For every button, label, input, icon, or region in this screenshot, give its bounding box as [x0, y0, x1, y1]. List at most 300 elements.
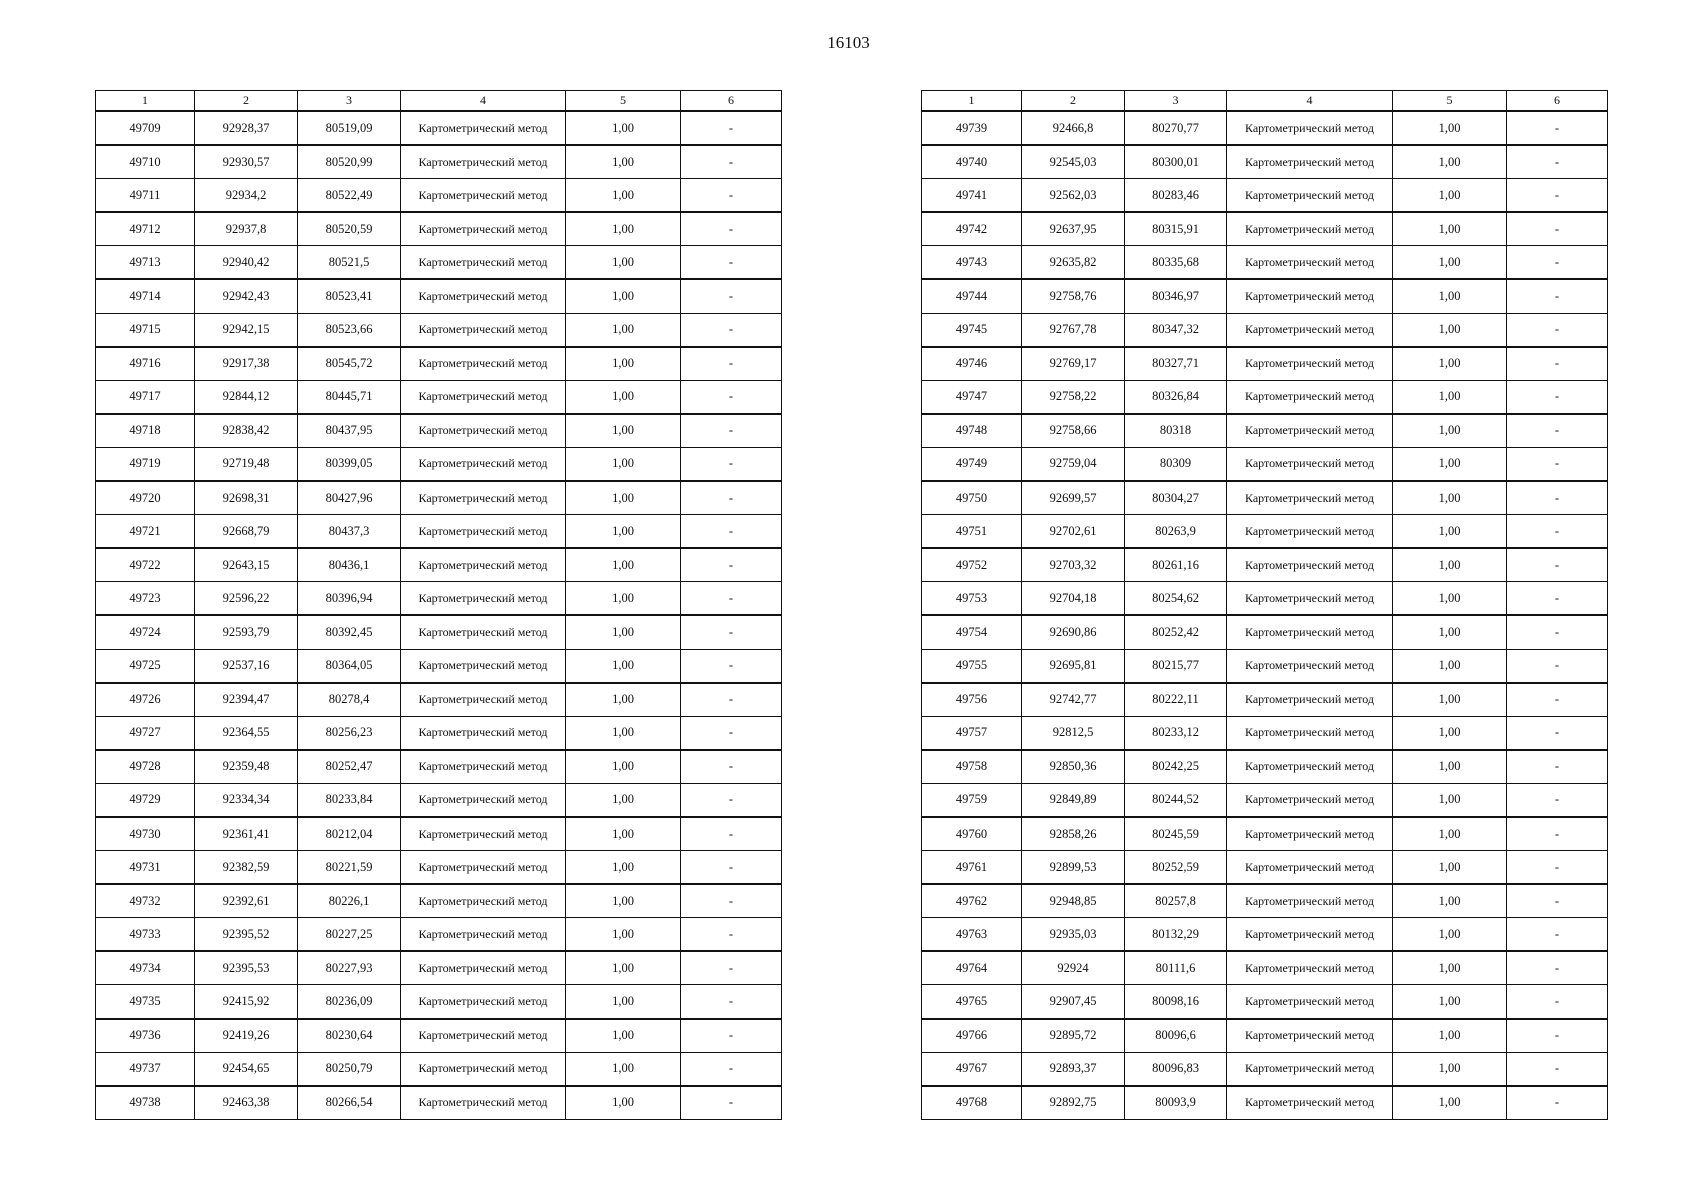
method-cell: Картометрический метод: [401, 1086, 566, 1120]
description-cell: -: [1507, 817, 1608, 851]
y-coordinate-cell: 80098,16: [1125, 985, 1227, 1019]
description-cell: -: [681, 414, 782, 448]
x-coordinate-cell: 92895,72: [1022, 1019, 1125, 1053]
point-number-cell: 49715: [96, 313, 195, 347]
y-coordinate-cell: 80523,66: [298, 313, 401, 347]
table-row: [922, 179, 1608, 213]
method-cell: Картометрический метод: [401, 683, 566, 717]
y-coordinate-cell: 80521,5: [298, 246, 401, 280]
table-row: [96, 380, 782, 414]
description-cell: -: [681, 447, 782, 481]
accuracy-cell: 1,00: [1393, 783, 1507, 817]
column-header-3: 3: [298, 91, 401, 112]
y-coordinate-cell: 80309: [1125, 447, 1227, 481]
column-header-2: 2: [1022, 91, 1125, 112]
method-cell: Картометрический метод: [401, 111, 566, 145]
description-cell: -: [681, 380, 782, 414]
x-coordinate-cell: 92930,57: [195, 145, 298, 179]
table-row: [96, 851, 782, 885]
accuracy-cell: 1,00: [1393, 548, 1507, 582]
table-row: [922, 716, 1608, 750]
point-number-cell: 49750: [922, 481, 1022, 515]
description-cell: -: [681, 347, 782, 381]
description-cell: -: [1507, 481, 1608, 515]
description-cell: -: [681, 985, 782, 1019]
description-cell: -: [681, 951, 782, 985]
accuracy-cell: 1,00: [1393, 817, 1507, 851]
x-coordinate-cell: 92596,22: [195, 582, 298, 616]
table-row: [96, 750, 782, 784]
description-cell: -: [1507, 179, 1608, 213]
coordinates-table-right: [921, 90, 1608, 1120]
x-coordinate-cell: 92928,37: [195, 111, 298, 145]
table-row: [922, 951, 1608, 985]
y-coordinate-cell: 80445,71: [298, 380, 401, 414]
method-cell: Картометрический метод: [401, 447, 566, 481]
x-coordinate-cell: 92699,57: [1022, 481, 1125, 515]
method-cell: Картометрический метод: [1227, 548, 1393, 582]
x-coordinate-cell: 92948,85: [1022, 884, 1125, 918]
accuracy-cell: 1,00: [566, 918, 681, 952]
accuracy-cell: 1,00: [1393, 481, 1507, 515]
description-cell: -: [1507, 313, 1608, 347]
description-cell: -: [681, 111, 782, 145]
table-row: [922, 313, 1608, 347]
table-row: [96, 918, 782, 952]
method-cell: Картометрический метод: [401, 951, 566, 985]
y-coordinate-cell: 80242,25: [1125, 750, 1227, 784]
y-coordinate-cell: 80523,41: [298, 279, 401, 313]
point-number-cell: 49754: [922, 615, 1022, 649]
x-coordinate-cell: 92635,82: [1022, 246, 1125, 280]
description-cell: -: [681, 716, 782, 750]
column-header-5: 5: [1393, 91, 1507, 112]
y-coordinate-cell: 80233,12: [1125, 716, 1227, 750]
y-coordinate-cell: 80227,93: [298, 951, 401, 985]
x-coordinate-cell: 92562,03: [1022, 179, 1125, 213]
accuracy-cell: 1,00: [1393, 111, 1507, 145]
accuracy-cell: 1,00: [1393, 447, 1507, 481]
method-cell: Картометрический метод: [401, 750, 566, 784]
method-cell: Картометрический метод: [1227, 750, 1393, 784]
accuracy-cell: 1,00: [1393, 615, 1507, 649]
description-cell: -: [1507, 985, 1608, 1019]
point-number-cell: 49744: [922, 279, 1022, 313]
point-number-cell: 49746: [922, 347, 1022, 381]
point-number-cell: 49740: [922, 145, 1022, 179]
description-cell: -: [681, 649, 782, 683]
y-coordinate-cell: 80215,77: [1125, 649, 1227, 683]
method-cell: Картометрический метод: [401, 145, 566, 179]
y-coordinate-cell: 80261,16: [1125, 548, 1227, 582]
accuracy-cell: 1,00: [1393, 313, 1507, 347]
method-cell: Картометрический метод: [1227, 145, 1393, 179]
y-coordinate-cell: 80318: [1125, 414, 1227, 448]
point-number-cell: 49764: [922, 951, 1022, 985]
table-row: [96, 246, 782, 280]
x-coordinate-cell: 92395,52: [195, 918, 298, 952]
method-cell: Картометрический метод: [401, 582, 566, 616]
y-coordinate-cell: 80257,8: [1125, 884, 1227, 918]
x-coordinate-cell: 92850,36: [1022, 750, 1125, 784]
accuracy-cell: 1,00: [566, 951, 681, 985]
description-cell: -: [1507, 212, 1608, 246]
description-cell: -: [1507, 347, 1608, 381]
description-cell: -: [1507, 951, 1608, 985]
point-number-cell: 49710: [96, 145, 195, 179]
x-coordinate-cell: 92466,8: [1022, 111, 1125, 145]
method-cell: Картометрический метод: [401, 851, 566, 885]
description-cell: -: [681, 179, 782, 213]
table-row: [96, 884, 782, 918]
accuracy-cell: 1,00: [1393, 212, 1507, 246]
y-coordinate-cell: 80522,49: [298, 179, 401, 213]
y-coordinate-cell: 80221,59: [298, 851, 401, 885]
y-coordinate-cell: 80327,71: [1125, 347, 1227, 381]
description-cell: -: [1507, 1052, 1608, 1086]
y-coordinate-cell: 80226,1: [298, 884, 401, 918]
method-cell: Картометрический метод: [1227, 851, 1393, 885]
y-coordinate-cell: 80396,94: [298, 582, 401, 616]
accuracy-cell: 1,00: [566, 515, 681, 549]
point-number-cell: 49748: [922, 414, 1022, 448]
table-row: [96, 985, 782, 1019]
point-number-cell: 49763: [922, 918, 1022, 952]
y-coordinate-cell: 80520,59: [298, 212, 401, 246]
y-coordinate-cell: 80252,47: [298, 750, 401, 784]
accuracy-cell: 1,00: [1393, 279, 1507, 313]
point-number-cell: 49713: [96, 246, 195, 280]
method-cell: Картометрический метод: [1227, 380, 1393, 414]
accuracy-cell: 1,00: [1393, 649, 1507, 683]
method-cell: Картометрический метод: [1227, 111, 1393, 145]
accuracy-cell: 1,00: [1393, 347, 1507, 381]
accuracy-cell: 1,00: [566, 279, 681, 313]
accuracy-cell: 1,00: [1393, 884, 1507, 918]
page-number: 16103: [827, 33, 870, 52]
y-coordinate-cell: 80111,6: [1125, 951, 1227, 985]
table-row: [96, 582, 782, 616]
x-coordinate-cell: 92394,47: [195, 683, 298, 717]
table-row: [922, 582, 1608, 616]
point-number-cell: 49721: [96, 515, 195, 549]
method-cell: Картометрический метод: [1227, 447, 1393, 481]
accuracy-cell: 1,00: [566, 615, 681, 649]
y-coordinate-cell: 80252,42: [1125, 615, 1227, 649]
accuracy-cell: 1,00: [566, 1019, 681, 1053]
table-row: [922, 783, 1608, 817]
description-cell: -: [681, 582, 782, 616]
accuracy-cell: 1,00: [566, 1052, 681, 1086]
accuracy-cell: 1,00: [566, 414, 681, 448]
point-number-cell: 49729: [96, 783, 195, 817]
point-number-cell: 49728: [96, 750, 195, 784]
x-coordinate-cell: 92942,43: [195, 279, 298, 313]
point-number-cell: 49766: [922, 1019, 1022, 1053]
accuracy-cell: 1,00: [566, 548, 681, 582]
table-row: [96, 649, 782, 683]
accuracy-cell: 1,00: [1393, 414, 1507, 448]
table-row: [96, 179, 782, 213]
y-coordinate-cell: 80270,77: [1125, 111, 1227, 145]
table-row: [96, 951, 782, 985]
point-number-cell: 49732: [96, 884, 195, 918]
y-coordinate-cell: 80278,4: [298, 683, 401, 717]
method-cell: Картометрический метод: [401, 179, 566, 213]
table-row: [922, 851, 1608, 885]
description-cell: -: [681, 1052, 782, 1086]
column-header-1: 1: [922, 91, 1022, 112]
description-cell: -: [1507, 1086, 1608, 1120]
x-coordinate-cell: 92359,48: [195, 750, 298, 784]
table-row: [96, 783, 782, 817]
y-coordinate-cell: 80399,05: [298, 447, 401, 481]
method-cell: Картометрический метод: [1227, 783, 1393, 817]
point-number-cell: 49738: [96, 1086, 195, 1120]
method-cell: Картометрический метод: [401, 1052, 566, 1086]
method-cell: Картометрический метод: [1227, 918, 1393, 952]
method-cell: Картометрический метод: [401, 985, 566, 1019]
description-cell: -: [681, 515, 782, 549]
x-coordinate-cell: 92758,22: [1022, 380, 1125, 414]
point-number-cell: 49736: [96, 1019, 195, 1053]
method-cell: Картометрический метод: [1227, 716, 1393, 750]
method-cell: Картометрический метод: [401, 279, 566, 313]
x-coordinate-cell: 92838,42: [195, 414, 298, 448]
x-coordinate-cell: 92893,37: [1022, 1052, 1125, 1086]
method-cell: Картометрический метод: [401, 347, 566, 381]
description-cell: -: [1507, 447, 1608, 481]
description-cell: -: [681, 279, 782, 313]
x-coordinate-cell: 92395,53: [195, 951, 298, 985]
table-row: [922, 1086, 1608, 1120]
description-cell: -: [681, 1086, 782, 1120]
method-cell: Картометрический метод: [401, 515, 566, 549]
accuracy-cell: 1,00: [1393, 380, 1507, 414]
x-coordinate-cell: 92759,04: [1022, 447, 1125, 481]
method-cell: Картометрический метод: [1227, 481, 1393, 515]
point-number-cell: 49751: [922, 515, 1022, 549]
accuracy-cell: 1,00: [566, 649, 681, 683]
x-coordinate-cell: 92858,26: [1022, 817, 1125, 851]
method-cell: Картометрический метод: [401, 414, 566, 448]
method-cell: Картометрический метод: [401, 649, 566, 683]
accuracy-cell: 1,00: [1393, 1019, 1507, 1053]
accuracy-cell: 1,00: [566, 212, 681, 246]
x-coordinate-cell: 92643,15: [195, 548, 298, 582]
x-coordinate-cell: 92758,76: [1022, 279, 1125, 313]
x-coordinate-cell: 92361,41: [195, 817, 298, 851]
x-coordinate-cell: 92758,66: [1022, 414, 1125, 448]
description-cell: -: [681, 851, 782, 885]
y-coordinate-cell: 80437,95: [298, 414, 401, 448]
x-coordinate-cell: 92637,95: [1022, 212, 1125, 246]
point-number-cell: 49745: [922, 313, 1022, 347]
accuracy-cell: 1,00: [1393, 750, 1507, 784]
x-coordinate-cell: 92937,8: [195, 212, 298, 246]
method-cell: Картометрический метод: [1227, 1086, 1393, 1120]
method-cell: Картометрический метод: [1227, 615, 1393, 649]
y-coordinate-cell: 80222,11: [1125, 683, 1227, 717]
point-number-cell: 49756: [922, 683, 1022, 717]
point-number-cell: 49765: [922, 985, 1022, 1019]
table-row: [922, 414, 1608, 448]
y-coordinate-cell: 80519,09: [298, 111, 401, 145]
accuracy-cell: 1,00: [566, 582, 681, 616]
table-row: [922, 481, 1608, 515]
description-cell: -: [1507, 414, 1608, 448]
accuracy-cell: 1,00: [566, 783, 681, 817]
method-cell: Картометрический метод: [1227, 179, 1393, 213]
point-number-cell: 49709: [96, 111, 195, 145]
x-coordinate-cell: 92382,59: [195, 851, 298, 885]
accuracy-cell: 1,00: [566, 1086, 681, 1120]
point-number-cell: 49768: [922, 1086, 1022, 1120]
column-header-6: 6: [681, 91, 782, 112]
y-coordinate-cell: 80230,64: [298, 1019, 401, 1053]
description-cell: -: [681, 918, 782, 952]
point-number-cell: 49759: [922, 783, 1022, 817]
description-cell: -: [681, 750, 782, 784]
description-cell: -: [1507, 851, 1608, 885]
x-coordinate-cell: 92702,61: [1022, 515, 1125, 549]
table-row: [96, 548, 782, 582]
method-cell: Картометрический метод: [1227, 515, 1393, 549]
y-coordinate-cell: 80245,59: [1125, 817, 1227, 851]
method-cell: Картометрический метод: [401, 817, 566, 851]
table-row: [96, 212, 782, 246]
table-row: [96, 347, 782, 381]
x-coordinate-cell: 92537,16: [195, 649, 298, 683]
accuracy-cell: 1,00: [1393, 851, 1507, 885]
table-row: [922, 615, 1608, 649]
accuracy-cell: 1,00: [1393, 1086, 1507, 1120]
accuracy-cell: 1,00: [1393, 145, 1507, 179]
accuracy-cell: 1,00: [1393, 985, 1507, 1019]
point-number-cell: 49737: [96, 1052, 195, 1086]
accuracy-cell: 1,00: [1393, 1052, 1507, 1086]
table-row: [96, 447, 782, 481]
x-coordinate-cell: 92769,17: [1022, 347, 1125, 381]
table-row: [96, 615, 782, 649]
y-coordinate-cell: 80096,83: [1125, 1052, 1227, 1086]
description-cell: -: [1507, 548, 1608, 582]
description-cell: -: [681, 884, 782, 918]
table-row: [922, 279, 1608, 313]
point-number-cell: 49734: [96, 951, 195, 985]
coordinates-table-left: [95, 90, 782, 1120]
y-coordinate-cell: 80263,9: [1125, 515, 1227, 549]
accuracy-cell: 1,00: [566, 447, 681, 481]
x-coordinate-cell: 92593,79: [195, 615, 298, 649]
header-row: [922, 91, 1608, 112]
x-coordinate-cell: 92767,78: [1022, 313, 1125, 347]
accuracy-cell: 1,00: [566, 313, 681, 347]
description-cell: -: [681, 313, 782, 347]
table-row: [922, 649, 1608, 683]
y-coordinate-cell: 80315,91: [1125, 212, 1227, 246]
description-cell: -: [681, 481, 782, 515]
x-coordinate-cell: 92924: [1022, 951, 1125, 985]
x-coordinate-cell: 92463,38: [195, 1086, 298, 1120]
accuracy-cell: 1,00: [1393, 683, 1507, 717]
table-row: [922, 985, 1608, 1019]
accuracy-cell: 1,00: [1393, 951, 1507, 985]
description-cell: -: [1507, 615, 1608, 649]
point-number-cell: 49767: [922, 1052, 1022, 1086]
point-number-cell: 49758: [922, 750, 1022, 784]
point-number-cell: 49711: [96, 179, 195, 213]
table-row: [922, 347, 1608, 381]
x-coordinate-cell: 92934,2: [195, 179, 298, 213]
point-number-cell: 49716: [96, 347, 195, 381]
method-cell: Картометрический метод: [401, 481, 566, 515]
table-row: [96, 1086, 782, 1120]
method-cell: Картометрический метод: [1227, 246, 1393, 280]
x-coordinate-cell: 92704,18: [1022, 582, 1125, 616]
table-row: [96, 313, 782, 347]
point-number-cell: 49760: [922, 817, 1022, 851]
table-row: [96, 683, 782, 717]
table-row: [96, 481, 782, 515]
y-coordinate-cell: 80236,09: [298, 985, 401, 1019]
y-coordinate-cell: 80335,68: [1125, 246, 1227, 280]
method-cell: Картометрический метод: [1227, 1019, 1393, 1053]
description-cell: -: [1507, 145, 1608, 179]
point-number-cell: 49735: [96, 985, 195, 1019]
accuracy-cell: 1,00: [566, 817, 681, 851]
description-cell: -: [1507, 716, 1608, 750]
x-coordinate-cell: 92719,48: [195, 447, 298, 481]
point-number-cell: 49718: [96, 414, 195, 448]
x-coordinate-cell: 92892,75: [1022, 1086, 1125, 1120]
description-cell: -: [681, 1019, 782, 1053]
y-coordinate-cell: 80266,54: [298, 1086, 401, 1120]
x-coordinate-cell: 92415,92: [195, 985, 298, 1019]
table-row: [922, 683, 1608, 717]
y-coordinate-cell: 80244,52: [1125, 783, 1227, 817]
accuracy-cell: 1,00: [1393, 716, 1507, 750]
y-coordinate-cell: 80436,1: [298, 548, 401, 582]
description-cell: -: [681, 145, 782, 179]
y-coordinate-cell: 80545,72: [298, 347, 401, 381]
method-cell: Картометрический метод: [1227, 414, 1393, 448]
point-number-cell: 49712: [96, 212, 195, 246]
y-coordinate-cell: 80300,01: [1125, 145, 1227, 179]
description-cell: -: [1507, 683, 1608, 717]
accuracy-cell: 1,00: [1393, 179, 1507, 213]
point-number-cell: 49741: [922, 179, 1022, 213]
point-number-cell: 49762: [922, 884, 1022, 918]
accuracy-cell: 1,00: [566, 851, 681, 885]
point-number-cell: 49723: [96, 582, 195, 616]
accuracy-cell: 1,00: [566, 179, 681, 213]
y-coordinate-cell: 80283,46: [1125, 179, 1227, 213]
table-row: [96, 111, 782, 145]
x-coordinate-cell: 92742,77: [1022, 683, 1125, 717]
point-number-cell: 49726: [96, 683, 195, 717]
table-row: [922, 447, 1608, 481]
x-coordinate-cell: 92844,12: [195, 380, 298, 414]
accuracy-cell: 1,00: [566, 380, 681, 414]
y-coordinate-cell: 80347,32: [1125, 313, 1227, 347]
accuracy-cell: 1,00: [566, 750, 681, 784]
description-cell: -: [1507, 918, 1608, 952]
accuracy-cell: 1,00: [1393, 515, 1507, 549]
y-coordinate-cell: 80437,3: [298, 515, 401, 549]
y-coordinate-cell: 80212,04: [298, 817, 401, 851]
method-cell: Картометрический метод: [401, 313, 566, 347]
